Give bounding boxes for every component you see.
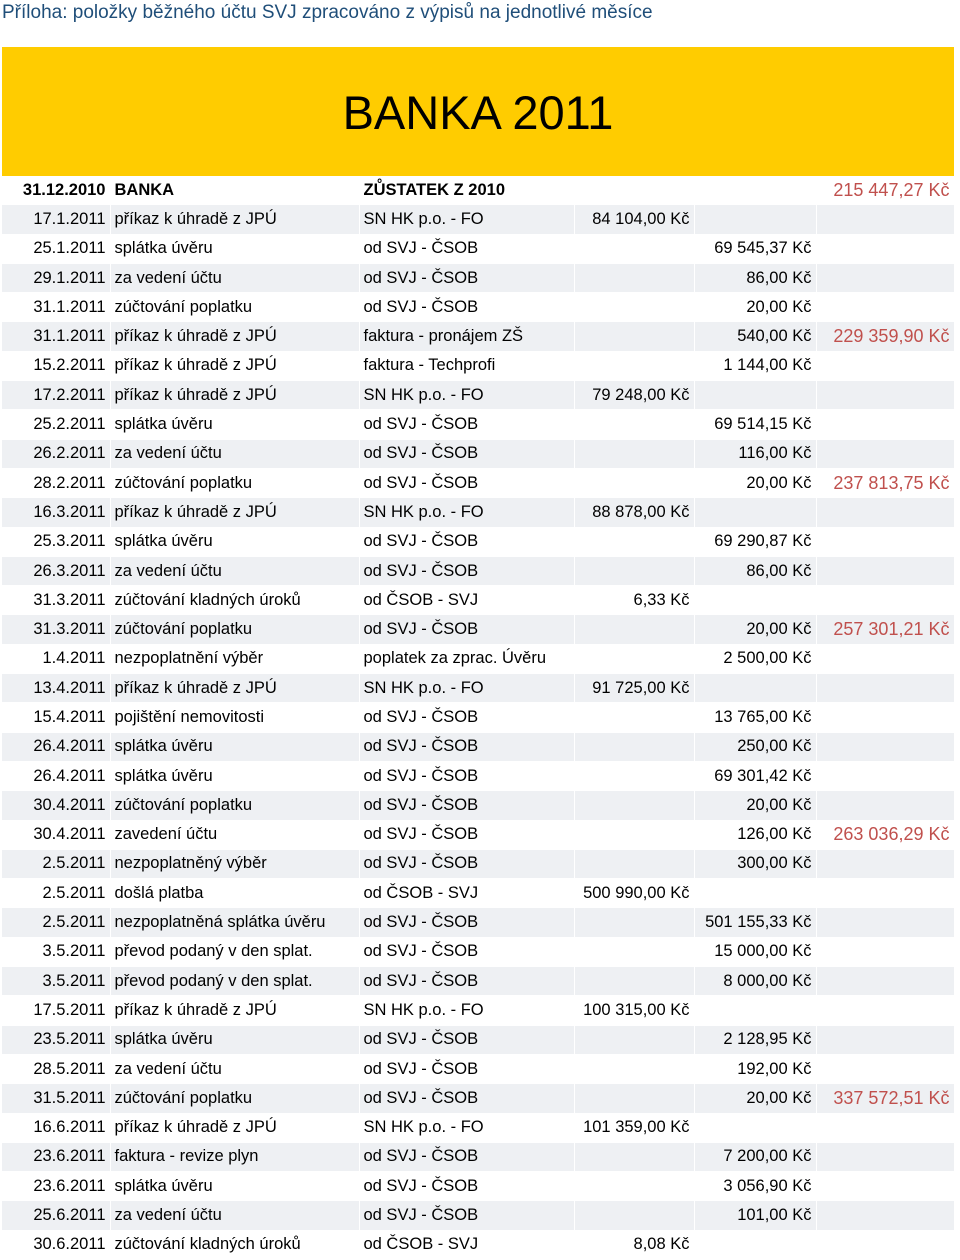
cell-income [574,761,694,790]
cell-expense: 20,00 Kč [694,791,816,820]
cell-date: 28.5.2011 [2,1054,110,1083]
cell-description: pojištění nemovitosti [110,703,359,732]
cell-balance [816,1113,954,1142]
header-income [574,176,694,205]
cell-income [574,351,694,380]
table-row [2,937,954,966]
cell-income: 8,08 Kč [574,1230,694,1259]
cell-counterparty: od SVJ - ČSOB [359,234,574,263]
table-row [2,703,954,732]
cell-balance [816,410,954,439]
cell-expense: 1 144,00 Kč [694,351,816,380]
cell-balance [816,586,954,615]
cell-balance [816,293,954,322]
cell-income [574,527,694,556]
table-row [2,381,954,410]
cell-date: 23.6.2011 [2,1142,110,1171]
table-row [2,1084,954,1113]
cell-date: 25.2.2011 [2,410,110,439]
cell-date: 17.1.2011 [2,205,110,234]
cell-income [574,732,694,761]
cell-date: 15.2.2011 [2,351,110,380]
cell-expense: 20,00 Kč [694,293,816,322]
cell-expense: 86,00 Kč [694,263,816,292]
cell-date: 30.4.2011 [2,791,110,820]
cell-balance [816,908,954,937]
table-row [2,468,954,497]
cell-counterparty: od ČSOB - SVJ [359,879,574,908]
cell-counterparty: SN HK p.o. - FO [359,381,574,410]
cell-counterparty: od SVJ - ČSOB [359,703,574,732]
cell-balance [816,1230,954,1259]
ledger-body [2,176,954,1259]
cell-income [574,703,694,732]
cell-balance [816,996,954,1025]
table-row [2,849,954,878]
cell-counterparty: od SVJ - ČSOB [359,293,574,322]
table-row [2,527,954,556]
cell-expense [694,205,816,234]
cell-income [574,1084,694,1113]
cell-expense: 192,00 Kč [694,1054,816,1083]
cell-expense: 2 128,95 Kč [694,1025,816,1054]
cell-description: příkaz k úhradě z JPÚ [110,996,359,1025]
cell-income: 101 359,00 Kč [574,1113,694,1142]
cell-date: 1.4.2011 [2,644,110,673]
cell-balance [816,761,954,790]
cell-description: nezpoplatnění výběr [110,644,359,673]
cell-description: zúčtování poplatku [110,615,359,644]
table-row [2,1113,954,1142]
cell-expense: 86,00 Kč [694,556,816,585]
cell-balance: 263 036,29 Kč [816,820,954,849]
cell-counterparty: SN HK p.o. - FO [359,674,574,703]
cell-expense [694,1230,816,1259]
cell-income: 91 725,00 Kč [574,674,694,703]
cell-date: 31.3.2011 [2,586,110,615]
cell-income [574,293,694,322]
cell-balance [816,234,954,263]
cell-expense [694,996,816,1025]
cell-income [574,644,694,673]
table-row [2,674,954,703]
cell-counterparty: poplatek za zprac. Úvěru [359,644,574,673]
cell-balance [816,703,954,732]
cell-counterparty: od SVJ - ČSOB [359,439,574,468]
cell-description: příkaz k úhradě z JPÚ [110,351,359,380]
cell-balance [816,381,954,410]
cell-description: nezpoplatněná splátka úvěru [110,908,359,937]
cell-date: 2.5.2011 [2,849,110,878]
cell-expense [694,674,816,703]
cell-date: 23.6.2011 [2,1172,110,1201]
cell-description: za vedení účtu [110,1054,359,1083]
table-row [2,586,954,615]
header-description: BANKA [110,176,359,205]
cell-description: příkaz k úhradě z JPÚ [110,498,359,527]
cell-expense: 20,00 Kč [694,615,816,644]
cell-date: 28.2.2011 [2,468,110,497]
cell-balance [816,1172,954,1201]
cell-balance [816,263,954,292]
table-row [2,234,954,263]
cell-counterparty: od SVJ - ČSOB [359,468,574,497]
table-row [2,556,954,585]
cell-balance [816,1054,954,1083]
cell-balance [816,1142,954,1171]
cell-description: splátka úvěru [110,761,359,790]
cell-counterparty: od SVJ - ČSOB [359,1054,574,1083]
cell-date: 17.5.2011 [2,996,110,1025]
table-row [2,351,954,380]
cell-balance [816,879,954,908]
cell-date: 26.4.2011 [2,761,110,790]
cell-balance [816,1025,954,1054]
cell-description: faktura - revize plyn [110,1142,359,1171]
cell-income: 79 248,00 Kč [574,381,694,410]
cell-expense [694,586,816,615]
cell-balance [816,849,954,878]
cell-description: za vedení účtu [110,439,359,468]
cell-balance: 337 572,51 Kč [816,1084,954,1113]
cell-expense: 69 514,15 Kč [694,410,816,439]
cell-description: příkaz k úhradě z JPÚ [110,674,359,703]
cell-counterparty: od SVJ - ČSOB [359,527,574,556]
cell-date: 29.1.2011 [2,263,110,292]
cell-counterparty: od SVJ - ČSOB [359,1172,574,1201]
cell-expense: 15 000,00 Kč [694,937,816,966]
cell-description: převod podaný v den splat. [110,937,359,966]
cell-income [574,1054,694,1083]
cell-counterparty: od SVJ - ČSOB [359,791,574,820]
cell-expense: 13 765,00 Kč [694,703,816,732]
table-row [2,1201,954,1230]
table-row [2,1054,954,1083]
cell-income [574,1025,694,1054]
table-row [2,263,954,292]
cell-income [574,468,694,497]
cell-income [574,791,694,820]
cell-counterparty: od SVJ - ČSOB [359,410,574,439]
cell-counterparty: od ČSOB - SVJ [359,586,574,615]
cell-income: 88 878,00 Kč [574,498,694,527]
cell-description: příkaz k úhradě z JPÚ [110,322,359,351]
header-date: 31.12.2010 [2,176,110,205]
cell-date: 3.5.2011 [2,937,110,966]
cell-counterparty: od SVJ - ČSOB [359,967,574,996]
cell-description: zavedení účtu [110,820,359,849]
cell-description: zúčtování poplatku [110,1084,359,1113]
table-row [2,439,954,468]
table-row [2,996,954,1025]
cell-date: 31.1.2011 [2,293,110,322]
page-title: Příloha: položky běžného účtu SVJ zpracováno z výpisů na jednotlivé měsíce [2,2,653,23]
cell-description: příkaz k úhradě z JPÚ [110,381,359,410]
cell-income [574,615,694,644]
cell-balance [816,498,954,527]
table-row [2,791,954,820]
cell-date: 25.1.2011 [2,234,110,263]
cell-income [574,234,694,263]
table-row [2,908,954,937]
cell-date: 2.5.2011 [2,879,110,908]
cell-balance [816,527,954,556]
cell-income [574,849,694,878]
cell-balance: 257 301,21 Kč [816,615,954,644]
cell-income [574,556,694,585]
cell-date: 2.5.2011 [2,908,110,937]
table-row [2,322,954,351]
cell-date: 31.1.2011 [2,322,110,351]
table-row [2,761,954,790]
cell-income [574,937,694,966]
cell-date: 26.2.2011 [2,439,110,468]
cell-counterparty: SN HK p.o. - FO [359,1113,574,1142]
cell-description: nezpoplatněný výběr [110,849,359,878]
cell-balance [816,732,954,761]
table-row [2,1230,954,1259]
cell-description: splátka úvěru [110,527,359,556]
table-row [2,615,954,644]
cell-income: 6,33 Kč [574,586,694,615]
cell-counterparty: SN HK p.o. - FO [359,996,574,1025]
table-row [2,1025,954,1054]
cell-balance [816,791,954,820]
cell-description: zúčtování kladných úroků [110,586,359,615]
cell-counterparty: faktura - pronájem ZŠ [359,322,574,351]
table-row [2,293,954,322]
cell-counterparty: od SVJ - ČSOB [359,732,574,761]
cell-counterparty: SN HK p.o. - FO [359,205,574,234]
table-row [2,644,954,673]
cell-balance: 237 813,75 Kč [816,468,954,497]
table-row [2,410,954,439]
cell-counterparty: SN HK p.o. - FO [359,498,574,527]
cell-expense: 2 500,00 Kč [694,644,816,673]
cell-counterparty: od SVJ - ČSOB [359,1084,574,1113]
cell-expense [694,879,816,908]
cell-counterparty: od SVJ - ČSOB [359,937,574,966]
cell-expense: 300,00 Kč [694,849,816,878]
cell-balance [816,674,954,703]
cell-date: 25.6.2011 [2,1201,110,1230]
header-expense [694,176,816,205]
cell-description: zúčtování poplatku [110,791,359,820]
cell-date: 25.3.2011 [2,527,110,556]
cell-counterparty: od SVJ - ČSOB [359,263,574,292]
cell-balance: 229 359,90 Kč [816,322,954,351]
cell-counterparty: od SVJ - ČSOB [359,908,574,937]
banner-title: BANKA 2011 [342,86,614,139]
cell-description: za vedení účtu [110,556,359,585]
cell-balance [816,205,954,234]
cell-date: 30.4.2011 [2,820,110,849]
table-row [2,820,954,849]
cell-expense: 20,00 Kč [694,468,816,497]
cell-counterparty: od SVJ - ČSOB [359,615,574,644]
banner [2,47,954,176]
cell-income: 500 990,00 Kč [574,879,694,908]
cell-description: splátka úvěru [110,1172,359,1201]
cell-counterparty: od SVJ - ČSOB [359,1025,574,1054]
cell-description: příkaz k úhradě z JPÚ [110,1113,359,1142]
cell-expense: 126,00 Kč [694,820,816,849]
cell-expense: 20,00 Kč [694,1084,816,1113]
cell-expense: 8 000,00 Kč [694,967,816,996]
cell-counterparty: od SVJ - ČSOB [359,556,574,585]
cell-income [574,410,694,439]
cell-balance [816,937,954,966]
header-balance: 215 447,27 Kč [816,176,954,205]
cell-income [574,1172,694,1201]
cell-income [574,322,694,351]
cell-income [574,1142,694,1171]
table-row [2,1172,954,1201]
cell-description: převod podaný v den splat. [110,967,359,996]
header-counterparty: ZŮSTATEK Z 2010 [359,176,574,205]
cell-balance [816,351,954,380]
cell-date: 3.5.2011 [2,967,110,996]
cell-description: za vedení účtu [110,1201,359,1230]
cell-description: zúčtování poplatku [110,293,359,322]
cell-expense: 69 545,37 Kč [694,234,816,263]
cell-income [574,967,694,996]
cell-income [574,439,694,468]
cell-counterparty: od SVJ - ČSOB [359,849,574,878]
cell-income [574,1201,694,1230]
ledger-table [2,176,955,1260]
cell-description: splátka úvěru [110,1025,359,1054]
cell-balance [816,556,954,585]
cell-expense: 69 290,87 Kč [694,527,816,556]
cell-description: za vedení účtu [110,263,359,292]
cell-description: zúčtování kladných úroků [110,1230,359,1259]
cell-description: došlá platba [110,879,359,908]
cell-income [574,820,694,849]
cell-date: 30.6.2011 [2,1230,110,1259]
cell-expense: 7 200,00 Kč [694,1142,816,1171]
cell-expense: 540,00 Kč [694,322,816,351]
cell-date: 23.5.2011 [2,1025,110,1054]
cell-date: 31.5.2011 [2,1084,110,1113]
cell-expense: 116,00 Kč [694,439,816,468]
cell-balance [816,439,954,468]
cell-description: splátka úvěru [110,234,359,263]
cell-counterparty: od SVJ - ČSOB [359,1201,574,1230]
cell-expense: 3 056,90 Kč [694,1172,816,1201]
cell-description: splátka úvěru [110,732,359,761]
header-row [2,176,954,205]
cell-date: 16.3.2011 [2,498,110,527]
cell-description: zúčtování poplatku [110,468,359,497]
cell-description: příkaz k úhradě z JPÚ [110,205,359,234]
cell-expense [694,498,816,527]
table-row [2,498,954,527]
cell-income: 84 104,00 Kč [574,205,694,234]
cell-expense [694,381,816,410]
cell-date: 26.3.2011 [2,556,110,585]
cell-income [574,908,694,937]
cell-counterparty: faktura - Techprofi [359,351,574,380]
cell-balance [816,644,954,673]
cell-date: 26.4.2011 [2,732,110,761]
cell-date: 16.6.2011 [2,1113,110,1142]
table-row [2,967,954,996]
cell-balance [816,967,954,996]
cell-counterparty: od SVJ - ČSOB [359,1142,574,1171]
cell-expense: 69 301,42 Kč [694,761,816,790]
cell-income: 100 315,00 Kč [574,996,694,1025]
table-row [2,205,954,234]
cell-counterparty: od ČSOB - SVJ [359,1230,574,1259]
cell-expense: 101,00 Kč [694,1201,816,1230]
table-row [2,879,954,908]
cell-counterparty: od SVJ - ČSOB [359,761,574,790]
table-row [2,1142,954,1171]
cell-date: 13.4.2011 [2,674,110,703]
cell-expense: 250,00 Kč [694,732,816,761]
cell-description: splátka úvěru [110,410,359,439]
cell-balance [816,1201,954,1230]
cell-date: 17.2.2011 [2,381,110,410]
cell-income [574,263,694,292]
cell-date: 31.3.2011 [2,615,110,644]
cell-expense [694,1113,816,1142]
cell-expense: 501 155,33 Kč [694,908,816,937]
table-row [2,732,954,761]
cell-date: 15.4.2011 [2,703,110,732]
cell-counterparty: od SVJ - ČSOB [359,820,574,849]
